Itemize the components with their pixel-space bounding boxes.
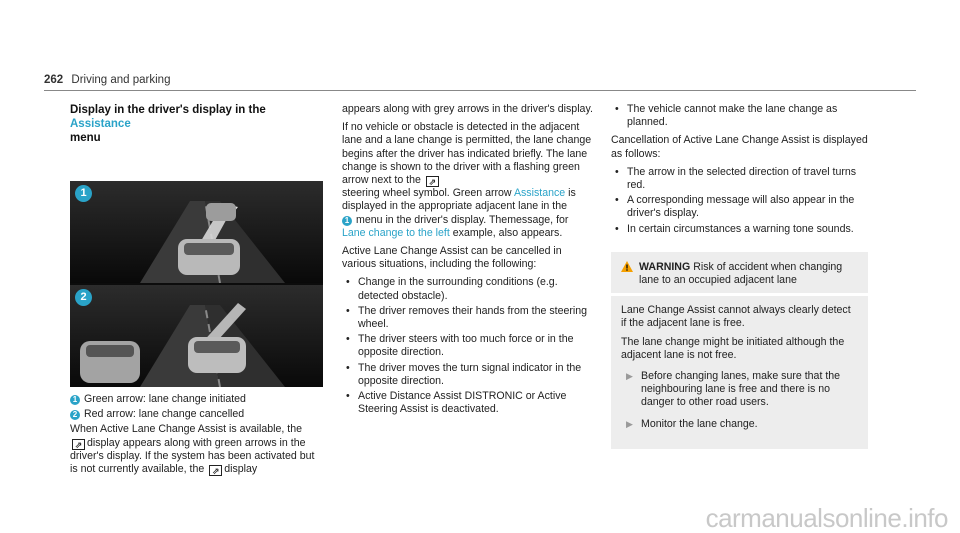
lane-change-assist-icon: ⇗	[72, 439, 85, 450]
cancel-situations-list-continued	[611, 103, 868, 129]
legend-item-2	[70, 408, 325, 421]
legend-text-2: Red arrow: lane change cancelled	[84, 408, 245, 421]
list-item: • The driver moves the turn signal indicator in the opposite direction.	[342, 362, 597, 388]
paragraph-cancel-situations: Active Lane Change Assist can be cancelled in various situations, including the following:	[342, 245, 562, 271]
cancel-situations-list	[342, 276, 597, 416]
legend-text-1: Green arrow: lane change initiated	[84, 393, 246, 405]
watermark: carmanualsonline.info	[705, 502, 948, 533]
para-text: When Active Lane Change Assist is available, the	[70, 423, 303, 436]
list-item: • The driver steers with too much force or in the opposite direction.	[342, 333, 597, 359]
para-text: is displayed in the appropriate adjacent lane in the	[342, 187, 576, 213]
list-item: • Change in the surrounding conditions (e.g. detected obstacle).	[342, 276, 597, 302]
figure-panel-1	[70, 181, 323, 283]
paragraph-cancel-display: Cancellation of Active Lane Change Assist is displayed as follows:	[611, 134, 868, 160]
warning-box	[611, 252, 868, 449]
warning-triangle-icon	[621, 261, 633, 272]
page-number: 262	[44, 74, 64, 86]
column-3	[611, 103, 868, 449]
link-lane-change-left[interactable]: Lane change to the left	[342, 226, 450, 239]
title-text: Display in the driver's display in the	[70, 104, 266, 116]
lane-change-figure	[70, 181, 323, 387]
list-item: • Active Distance Assist DISTRONIC or Active Steering Assist is deactivated.	[342, 390, 597, 416]
title-link-assistance[interactable]: Assistance	[70, 118, 131, 130]
warning-header	[611, 252, 868, 296]
page-header	[44, 74, 170, 87]
column-1	[70, 103, 325, 481]
header-divider	[44, 90, 916, 91]
list-item: • The vehicle cannot make the lane change as planned.	[611, 103, 868, 129]
figure-callout-2: 2	[75, 289, 92, 306]
legend-item-1	[70, 393, 325, 406]
lane-change-assist-icon: ⇗	[426, 176, 439, 187]
title-suffix: menu	[70, 132, 101, 144]
list-item: • The arrow in the selected direction of travel turns red.	[611, 166, 868, 192]
lane-change-assist-icon: ⇗	[209, 465, 222, 476]
road-scene-green-arrow	[70, 181, 323, 283]
action-item: ▶ Monitor the lane change.	[621, 418, 858, 431]
list-item: • The driver removes their hands from the steering wheel.	[342, 305, 597, 331]
paragraph-lane-change	[342, 121, 597, 240]
figure-callout-1: 1	[75, 185, 92, 202]
para-text: menu in the driver's display. Themessage, for	[356, 213, 569, 226]
warning-actions	[621, 370, 858, 431]
warning-paragraph-1: Lane Change Assist cannot always clearly detect if the adjacent lane is free.	[621, 304, 851, 330]
action-item: ▶ Before changing lanes, make sure that the neighbouring lane is free and there is no danger to other road users.	[621, 370, 858, 410]
availability-paragraph	[70, 423, 325, 476]
callout-badge-1: 1	[342, 216, 352, 226]
warning-label: WARNING	[639, 260, 691, 273]
link-assistance[interactable]: Assistance	[513, 187, 566, 200]
legend-num-2: 2	[70, 410, 80, 420]
section-title	[70, 103, 325, 145]
warning-title-text: Risk of accident when changing lane to an occupied adjacent lane	[639, 260, 843, 287]
para-text: If no vehicle or obstacle is detected in the adjacent lane and a lane change is permitted, the lane change begins after the driver has indicated briefly. The lane change is shown to the driver with a flashing green arrow next to the	[342, 121, 592, 187]
para-text: steering wheel symbol. Green arrow	[342, 187, 512, 200]
para-text: display appears along with green arrows in the driver's display. If the system has been activated but is not currently available, the	[70, 436, 315, 476]
paragraph-grey-arrows: appears along with grey arrows in the driver's display.	[342, 103, 593, 115]
warning-body	[611, 296, 868, 449]
para-text: display	[224, 463, 258, 476]
list-item: • A corresponding message will also appear in the driver's display.	[611, 194, 868, 220]
legend-num-1: 1	[70, 395, 80, 405]
list-item: • In certain circumstances a warning tone sounds.	[611, 223, 868, 236]
column-2	[342, 103, 597, 421]
warning-paragraph-2: The lane change might be initiated although the adjacent lane is not free.	[621, 335, 845, 361]
header-section: Driving and parking	[71, 74, 171, 86]
cancel-display-list	[611, 166, 868, 236]
figure-panel-2	[70, 285, 323, 387]
para-text: example, also appears.	[452, 226, 563, 239]
figure-legend	[70, 393, 325, 421]
warning-title	[639, 261, 858, 287]
road-scene-red-arrow	[70, 285, 323, 387]
